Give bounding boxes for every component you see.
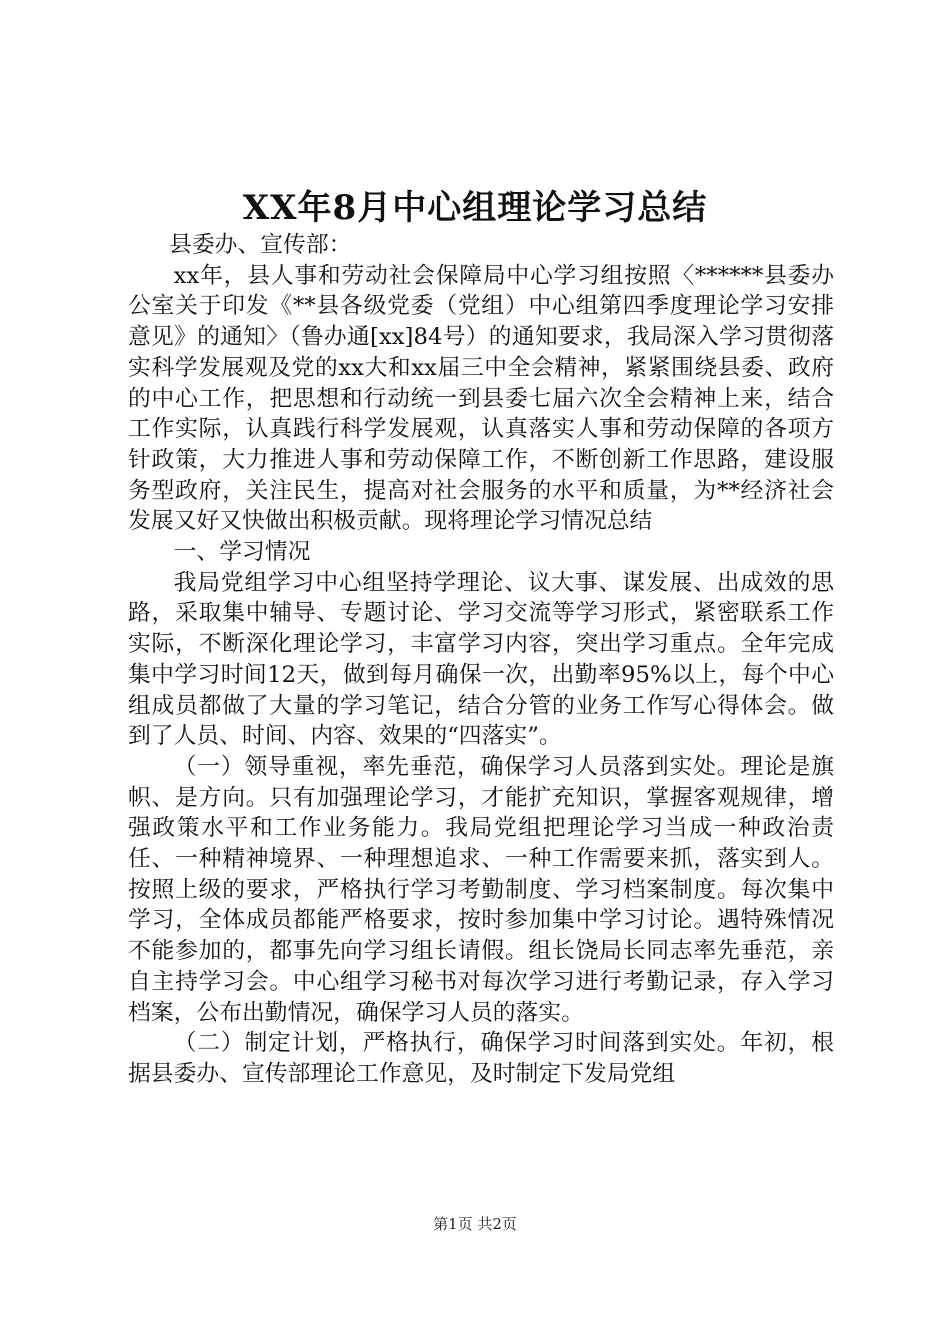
page-number-footer: 第1页 共2页 <box>433 1215 517 1233</box>
document-body <box>128 230 834 1090</box>
document-title: XX年8月中心组理论学习总结 <box>242 188 708 228</box>
salutation: 县委办、宣传部： <box>169 232 352 258</box>
intro-paragraph: xx年，县人事和劳动社会保障局中心学习组按照〈******县委办公室关于印发《**县各级党委（党组）中心组第四季度理论学习安排意见》的通知〉（鲁办通[xx]84号）的通知要求，我局深入学习贯彻落实科学发展观及党的xx大和xx届三中全会精神，紧紧围绕县委、政府的中心工作，把思想和行动统一到县委七届六次全会精神上来，结合工作实际，认真践行科学发展观，认真落实人事和劳动保障的各项方针政策，大力推进人事和劳动保障工作，不断创新工作思路，建设服务型政府，关注民生，提高对社会服务的水平和质量，为**经济社会发展又好又快做出积极贡献。现将理论学习情况总结 <box>128 262 834 535</box>
body-paragraph: （二）制定计划，严格执行，确保学习时间落到实处。年初，根据县委办、宣传部理论工作意见，及时制定下发局党组 <box>128 1030 834 1087</box>
section-heading: 一、学习情况 <box>173 539 311 566</box>
body-paragraph: （一）领导重视，率先垂范，确保学习人员落到实处。理论是旗帜、是方向。只有加强理论学习，才能扩充知识，掌握客观规律，增强政策水平和工作业务能力。我局党组把理论学习当成一种政治责任、一种精神境界、一种理想追求、一种工作需要来抓，落实到人。按照上级的要求，严格执行学习考勤制度、学习档案制度。每次集中学习，全体成员都能严格要求，按时参加集中学习讨论。遇特殊情况不能参加的，都事先向学习组长请假。组长饶局长同志率先垂范，亲自主持学习会。中心组学习秘书对每次学习进行考勤记录，存入学习档案，公布出勤情况，确保学习人员的落实。 <box>128 753 834 1026</box>
body-paragraph: 我局党组学习中心组坚持学理论、议大事、谋发展、出成效的思路，采取集中辅导、专题讨论、学习交流等学习形式，紧密联系工作实际，不断深化理论学习，丰富学习内容，突出学习重点。全年完成集中学习时间12天，做到每月确保一次，出勤率95%以上，每个中心组成员都做了大量的学习笔记，结合分管的业务工作写心得体会。做到了人员、时间、内容、效果的“四落实”。 <box>128 569 834 750</box>
